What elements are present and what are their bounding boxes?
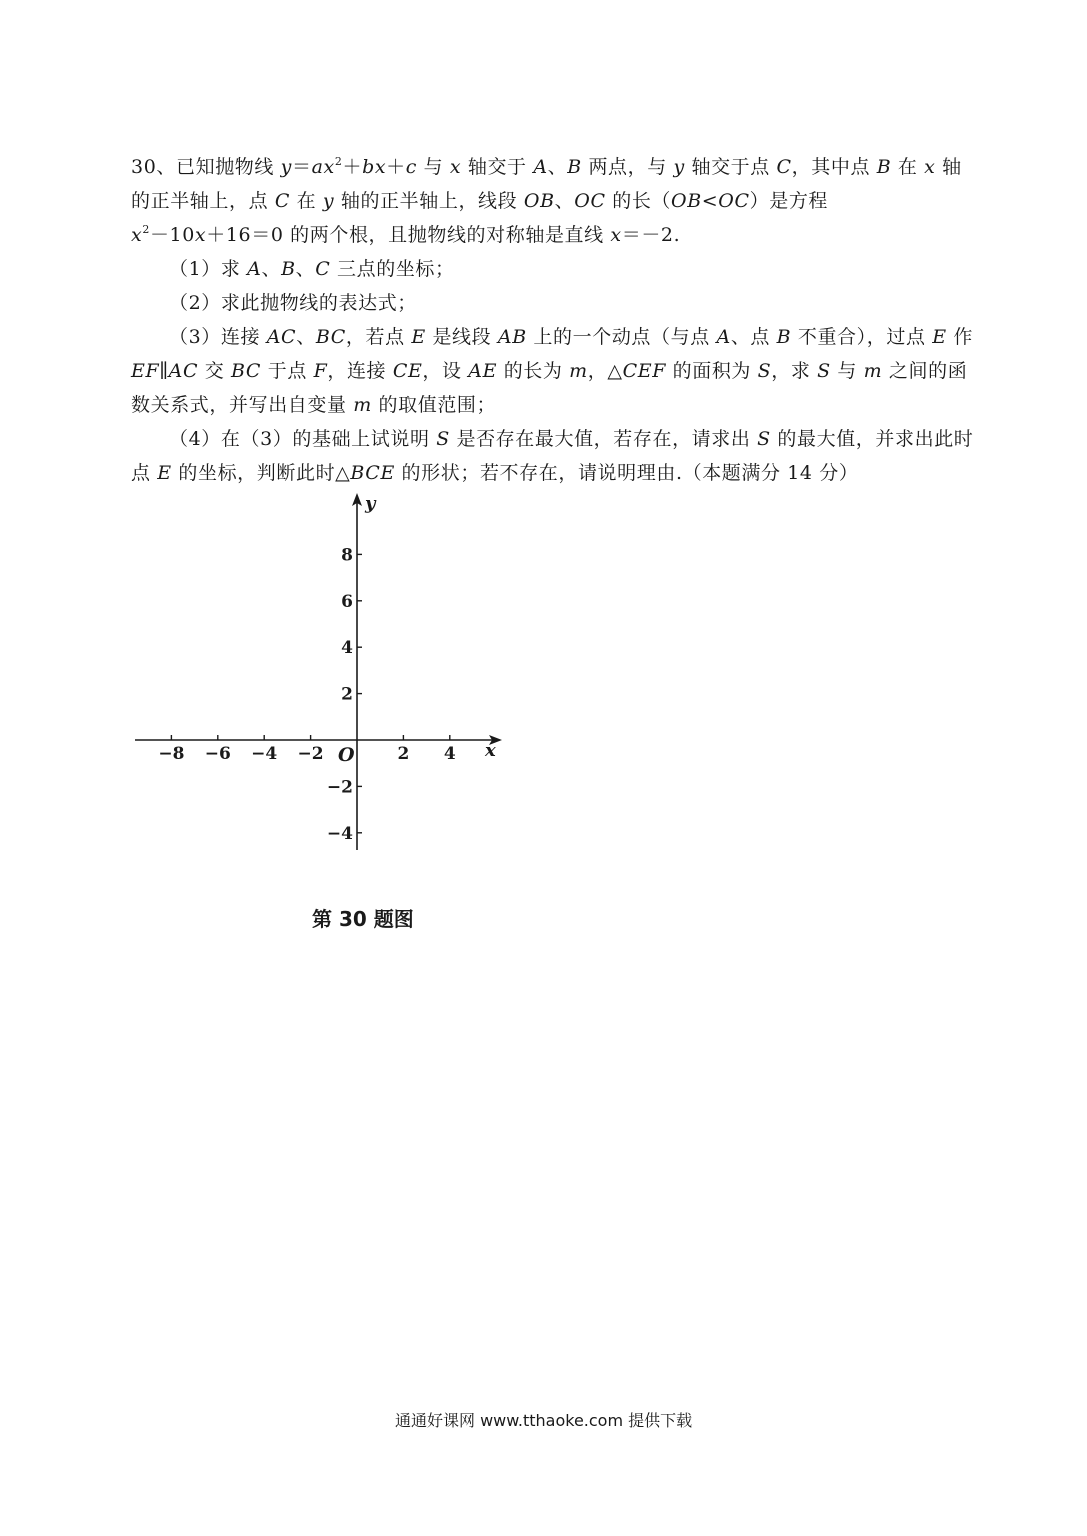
coordinate-axes-figure bbox=[120, 485, 515, 855]
problem-number: 30 bbox=[131, 156, 157, 178]
problem-30 bbox=[131, 150, 976, 490]
figure-caption: 第 30 题图 bbox=[312, 907, 414, 931]
origin-label: O bbox=[338, 744, 355, 766]
x-tick-label: 2 bbox=[397, 744, 410, 764]
y-tick-label: −4 bbox=[326, 823, 353, 844]
y-tick-label: 8 bbox=[341, 545, 353, 566]
question-4: （4）在（3）的基础上试说明 S 是否存在最大值，若存在，请求出 S 的最大值，并求出此时点 E 的坐标，判断此时△BCE 的形状；若不存在，请说明理由.（本题满分 14 分） bbox=[131, 428, 974, 484]
equation-line: $x^2-10x+16=0$ 的两个根，且抛物线的对称轴是直线 x＝－2. bbox=[131, 223, 681, 246]
y-tick-label: 4 bbox=[341, 638, 353, 659]
y-tick-label: 6 bbox=[341, 591, 353, 612]
y-tick-label: 2 bbox=[341, 684, 353, 705]
y-tick-label: −2 bbox=[326, 777, 353, 798]
x-tick-label: −8 bbox=[158, 744, 185, 764]
question-2: （2）求此抛物线的表达式； bbox=[169, 292, 417, 314]
x-axis-label: x bbox=[485, 740, 496, 761]
footer-credit: 通通好课网 www.tthaoke.com 提供下载 bbox=[395, 1411, 693, 1430]
y-axis-label: y bbox=[365, 493, 376, 514]
question-3: （3）连接 AC、BC，若点 E 是线段 AB 上的一个动点（与点 A、点 B 不重合），过点 E 作 EF∥AC 交 BC 于点 F，连接 CE，设 AE 的长为 m，△CEF 的面积为 S，求 S 与 m 之间的函数关系式，并写出自变量 m 的取值范围； bbox=[131, 326, 973, 416]
question-1: （1）求 A、B、C 三点的坐标； bbox=[169, 258, 455, 280]
x-tick-label: −6 bbox=[204, 744, 231, 764]
problem-statement: 30、已知抛物线 $y=ax^2+bx+c$ 与 x 轴交于 A、B 两点，与 y 轴交于点 C，其中点 B 在 x 轴的正半轴上，点 C 在 y 轴的正半轴上，线段 OB、OC 的长（OB<OC）是方程 bbox=[131, 155, 962, 212]
x-tick-label: 4 bbox=[443, 744, 456, 764]
x-tick-label: −2 bbox=[297, 744, 324, 764]
x-tick-label: −4 bbox=[251, 744, 278, 764]
